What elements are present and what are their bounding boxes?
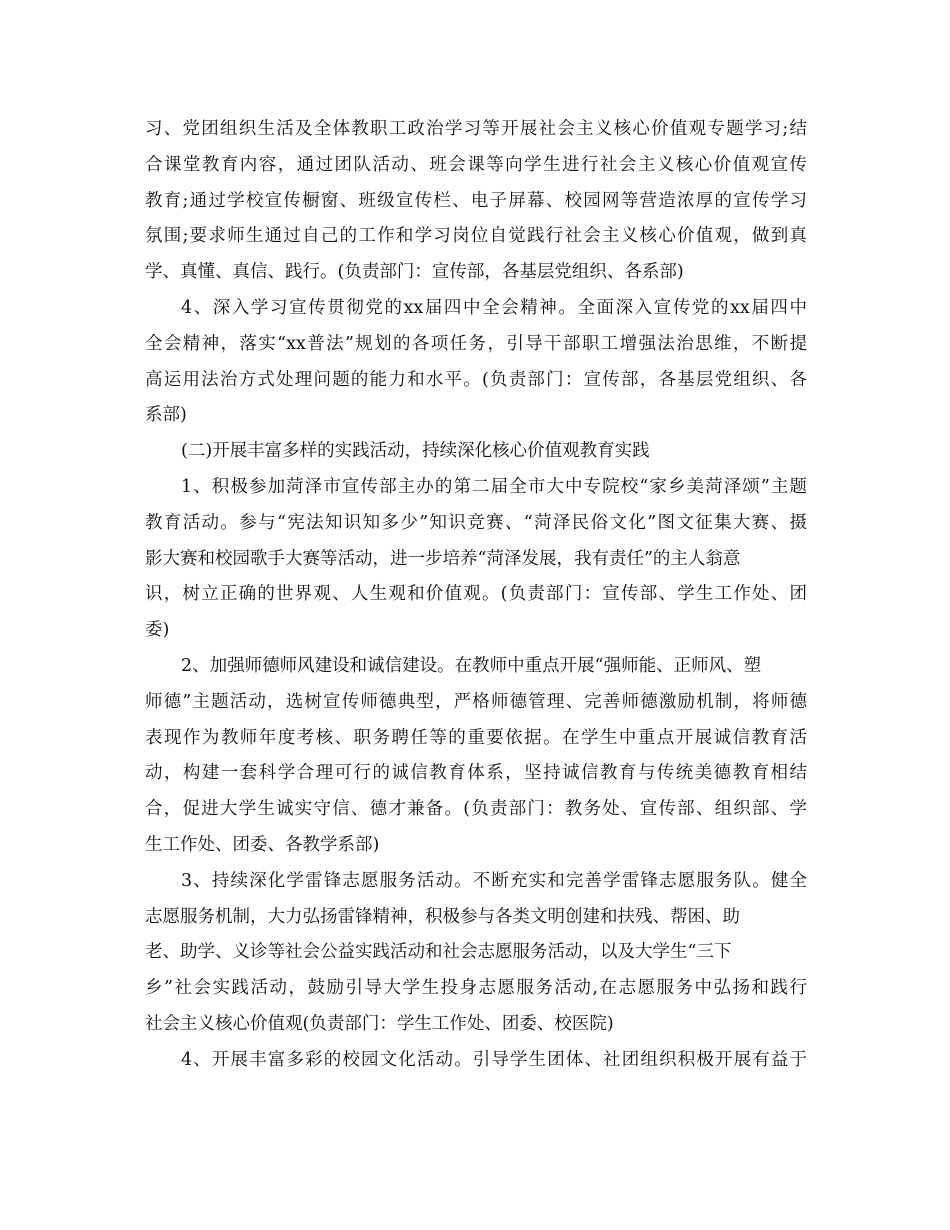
section-heading-text: (二)开展丰富多样的实践活动，持续深化核心价值观教育实践 xyxy=(181,441,650,462)
text-line: 社会主义核心价值观(负责部门：学生工作处、团委、校医院) xyxy=(145,1013,614,1034)
paragraph-item-3 xyxy=(145,864,807,1043)
text-line: 教育;通过学校宣传橱窗、班级宣传栏、电子屏幕、校园网等营造浓厚的宣传学习 xyxy=(145,190,807,211)
text-line: 习、党团组织生活及全体教职工政治学习等开展社会主义核心价值观专题学习;结 xyxy=(145,119,807,139)
text-line: 动，构建一套科学合理可行的诚信教育体系，坚持诚信教育与传统美德教育相结 xyxy=(145,763,807,784)
text-line: 全会精神，落实“xx普法”规划的各项任务，引导干部职工增强法治思维，不断提 xyxy=(145,333,807,354)
text-line: 委) xyxy=(145,620,170,641)
paragraph-item-4-law xyxy=(145,291,807,434)
section-heading-2 xyxy=(145,434,807,470)
text-line: 高运用法治方式处理问题的能力和水平。(负责部门：宣传部，各基层党组织、各 xyxy=(145,369,807,390)
text-line: 表现作为教师年度考核、职务聘任等的重要依据。在学生中重点开展诚信教育活 xyxy=(145,727,807,748)
text-line: 系部) xyxy=(145,405,187,426)
paragraph-item-1 xyxy=(145,470,807,649)
paragraph-item-4-campus xyxy=(145,1043,807,1079)
text-line: 3、持续深化学雷锋志愿服务活动。不断充实和完善学雷锋志愿服务队。健全 xyxy=(181,870,807,891)
text-line: 乡”社会实践活动，鼓励引导大学生投身志愿服务活动,在志愿服务中弘扬和践行 xyxy=(145,978,807,999)
text-line: 合课堂教育内容，通过团队活动、班会课等向学生进行社会主义核心价值观宣传 xyxy=(145,154,807,175)
text-line: 师德”主题活动，选树宣传师德典型，严格师德管理、完善师德激励机制，将师德 xyxy=(145,691,807,712)
text-line: 合，促进大学生诚实守信、德才兼备。(负责部门：教务处、宣传部、组织部、学 xyxy=(145,799,807,820)
text-line: 4、开展丰富多彩的校园文化活动。引导学生团体、社团组织积极开展有益于 xyxy=(181,1049,807,1070)
paragraph-continuation xyxy=(145,112,807,291)
text-line: 学、真懂、真信、践行。(负责部门：宣传部，各基层党组织、各系部) xyxy=(145,262,684,283)
text-line: 影大赛和校园歌手大赛等活动，进一步培养“菏泽发展，我有责任”的主人翁意 xyxy=(145,548,741,569)
document-body xyxy=(145,112,807,1079)
text-line: 氛围;要求师生通过自己的工作和学习岗位自觉践行社会主义核心价值观，做到真 xyxy=(145,226,807,247)
text-line: 志愿服务机制，大力弘扬雷锋精神，积极参与各类文明创建和扶残、帮困、助 xyxy=(145,906,740,927)
text-line: 4、深入学习宣传贯彻党的xx届四中全会精神。全面深入宣传党的xx届四中 xyxy=(181,297,807,318)
text-line: 教育活动。参与“宪法知识知多少”知识竞赛、“菏泽民俗文化”图文征集大赛、摄 xyxy=(145,512,807,533)
text-line: 2、加强师德师风建设和诚信建设。在教师中重点开展“强师能、正师风、塑 xyxy=(181,655,762,676)
text-line: 识，树立正确的世界观、人生观和价值观。(负责部门：宣传部、学生工作处、团 xyxy=(145,584,807,605)
text-line: 生工作处、团委、各教学系部) xyxy=(145,834,380,855)
text-line: 1、积极参加菏泽市宣传部主办的第二届全市大中专院校“家乡美菏泽颂”主题 xyxy=(181,476,807,497)
text-line: 老、助学、义诊等社会公益实践活动和社会志愿服务活动，以及大学生“三下 xyxy=(145,942,732,963)
paragraph-item-2 xyxy=(145,649,807,864)
